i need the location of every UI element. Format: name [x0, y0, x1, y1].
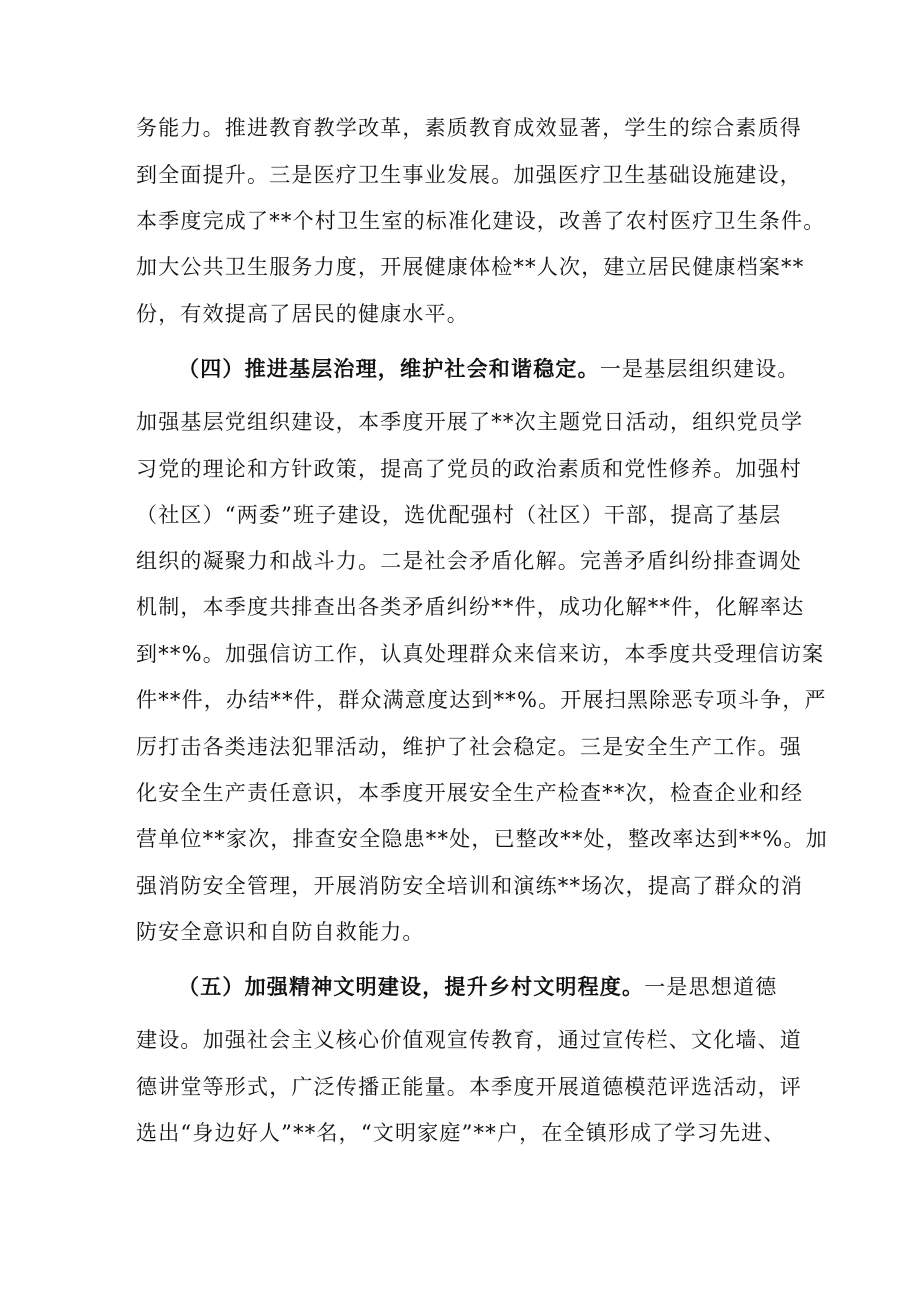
- section-5-heading: （五）加强精神文明建设，提升乡村文明程度。: [178, 974, 645, 999]
- paragraph-2-line-6: 到**%。加强信访工作，认真处理群众来信来访，本季度共受理信访案: [136, 642, 825, 666]
- paragraph-3-line-2: 德讲堂等形式，广泛传播正能量。本季度开展道德模范评选活动，评: [136, 1075, 802, 1099]
- paragraph-2-line-5: 机制，本季度共排查出各类矛盾纠纷**件，成功化解**件，化解率达: [136, 595, 805, 619]
- paragraph-2-line-10: 营单位**家次，排查安全隐患**处，已整改**处，整改率达到**%。加: [136, 827, 828, 851]
- paragraph-2-line-8: 厉打击各类违法犯罪活动，维护了社会稳定。三是安全生产工作。强: [136, 735, 802, 759]
- paragraph-2-line-7: 件**件，办结**件，群众满意度达到**%。开展扫黑除恶专项斗争，严: [136, 688, 827, 712]
- paragraph-3-first-line: [178, 972, 796, 1002]
- section-4-heading: （四）推进基层治理，维护社会和谐稳定。: [178, 356, 600, 381]
- paragraph-2-line-1: 加强基层党组织建设，本季度开展了**次主题党日活动，组织党员学: [136, 410, 804, 434]
- section-5-first-line-text: 一是思想道德: [644, 975, 778, 999]
- paragraph-1-line-1: 务能力。推进教育教学改革，素质教育成效显著，学生的综合素质得: [136, 116, 802, 140]
- paragraph-2-line-2: 习党的理论和方针政策，提高了党员的政治素质和党性修养。加强村: [136, 457, 802, 481]
- paragraph-1-line-5: 份，有效提高了居民的健康水平。: [136, 302, 469, 326]
- paragraph-1-line-3: 本季度完成了**个村卫生室的标准化建设，改善了农村医疗卫生条件。: [136, 209, 826, 233]
- paragraph-1-line-4: 加大公共卫生服务力度，开展健康体检**人次，建立居民健康档案**: [136, 255, 805, 279]
- paragraph-2-line-12: 防安全意识和自防自救能力。: [136, 920, 425, 944]
- paragraph-2-line-3: （社区）“两委”班子建设，选优配强村（社区）干部，提高了基层: [136, 503, 782, 527]
- section-4-first-line-text: 一是基层组织建设。: [599, 357, 800, 381]
- paragraph-2-line-9: 化安全生产责任意识，本季度开展安全生产检查**次，检查企业和经: [136, 781, 804, 805]
- paragraph-1-line-2: 到全面提升。三是医疗卫生事业发展。加强医疗卫生基础设施建设，: [136, 163, 802, 187]
- paragraph-2-line-4: 组织的凝聚力和战斗力。二是社会矛盾化解。完善矛盾纠纷排查调处: [136, 549, 802, 573]
- paragraph-3-line-1: 建设。加强社会主义核心价值观宣传教育，通过宣传栏、文化墙、道: [136, 1028, 802, 1052]
- paragraph-3-line-3: 选出“身边好人”**名，“文明家庭”**户，在全镇形成了学习先进、: [136, 1121, 786, 1145]
- paragraph-2-first-line: [178, 354, 800, 384]
- paragraph-2-line-11: 强消防安全管理，开展消防安全培训和演练**场次，提高了群众的消: [136, 874, 804, 898]
